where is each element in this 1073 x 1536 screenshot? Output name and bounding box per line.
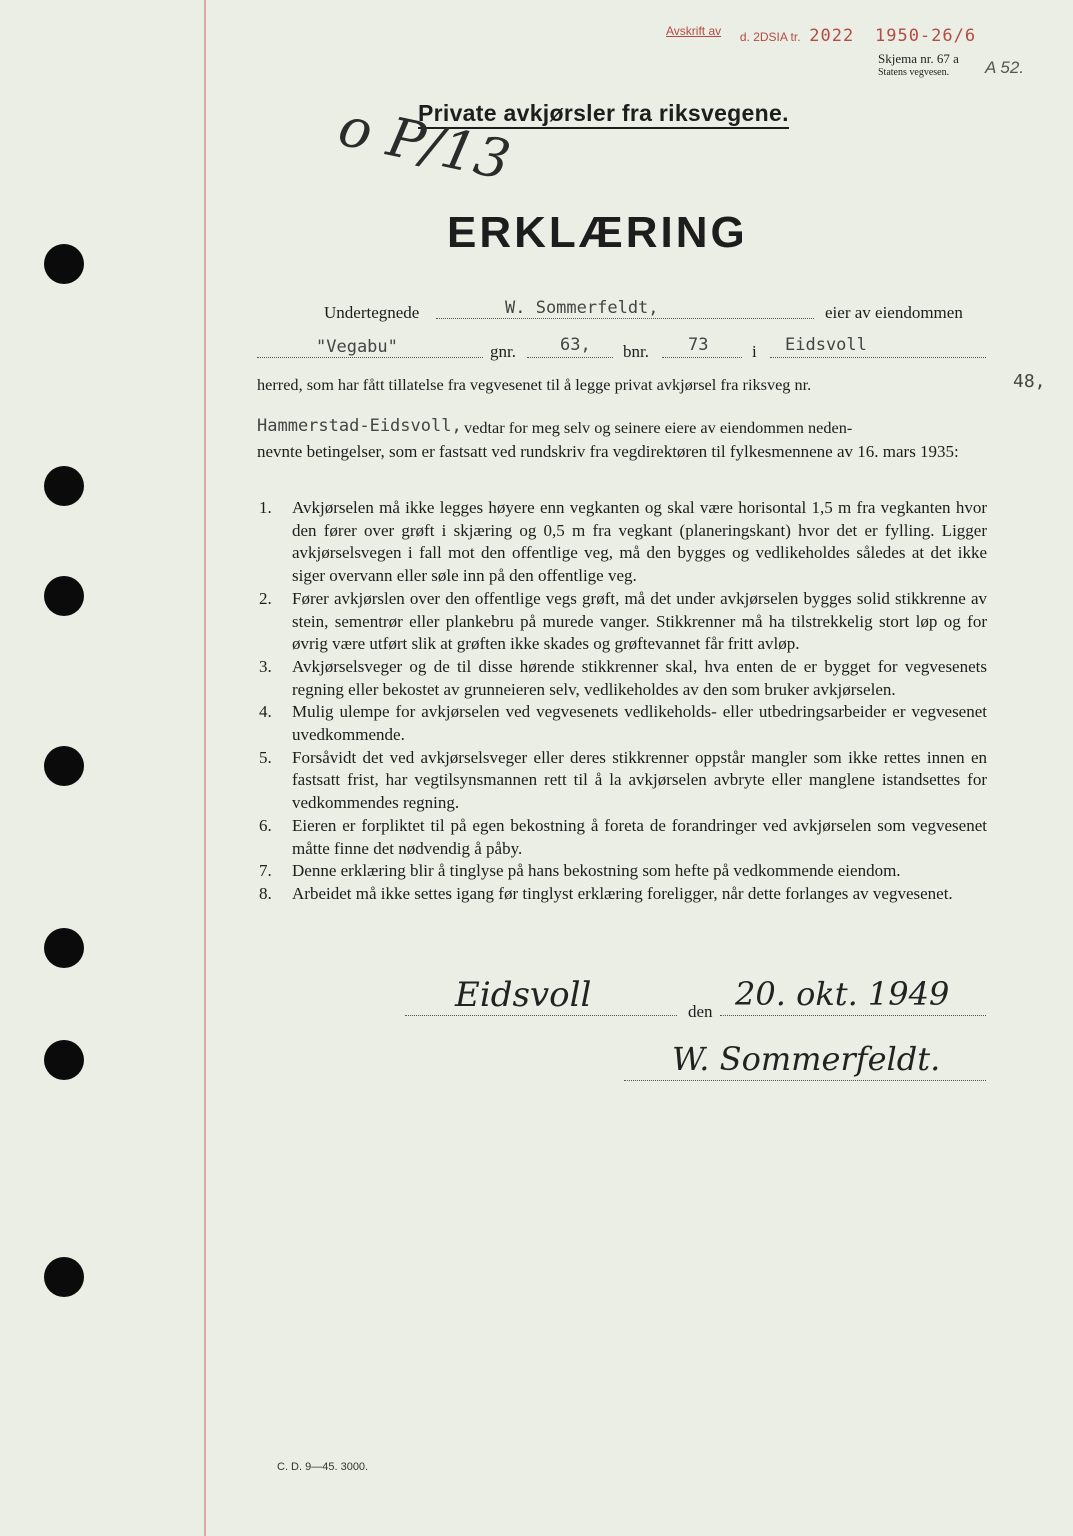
condition-item xyxy=(257,815,987,860)
stamp-date: 1950-26/6 xyxy=(874,26,977,46)
condition-number: 8. xyxy=(259,883,272,903)
fill-line xyxy=(770,357,986,358)
punch-hole xyxy=(44,576,84,616)
field-property: "Vegabu" xyxy=(316,337,398,357)
label-in: i xyxy=(752,342,757,361)
label-owner: eier av eiendommen xyxy=(825,303,963,322)
fill-line xyxy=(436,318,814,319)
fill-line xyxy=(527,357,613,358)
form-reference xyxy=(878,52,959,80)
punch-hole xyxy=(44,1040,84,1080)
field-name: W. Sommerfeldt, xyxy=(505,298,659,318)
date-line xyxy=(720,1015,986,1016)
condition-text: Arbeidet må ikke settes igang før tinglyst erklæring foreligger, når dette forlanges av vegvesenet. xyxy=(292,883,953,903)
condition-text: Avkjørselen må ikke legges høyere enn vegkanten og skal være horisontal 1,5 m fra vegkanten hvor den fører over grøft i skjæring og 0,5 m fra vegkant (planeringskant) hvor det er fylling. Ligger avkjørselsvegen i fall mot den offentlige veg, må den bygges og vedlikeholdes således at det ikke siger overvann eller søle inn på den offentlige veg. xyxy=(292,498,987,586)
punch-hole xyxy=(44,466,84,506)
punch-hole xyxy=(44,928,84,968)
conditions-list xyxy=(257,497,987,906)
pencil-note: A 52. xyxy=(985,58,1025,77)
stamp-number: 2022 xyxy=(809,26,855,46)
form-issuer: Statens vegvesen. xyxy=(878,67,950,78)
condition-item xyxy=(257,883,987,906)
label-undersigned: Undertegnede xyxy=(324,303,420,322)
fill-line xyxy=(257,357,483,358)
document-title: ERKLÆRING xyxy=(447,208,748,257)
label-gnr: gnr. xyxy=(490,342,516,361)
condition-text: Forsåvidt det ved avkjørselsveger eller deres stikkrenner oppstår mangler som ikke rettes innen en fastsatt frist, har vegtilsynsmannen rett til å la avkjørselen avbryte eller manglene istandsettes for vedkommendes regning. xyxy=(292,747,987,813)
punch-hole xyxy=(44,1257,84,1297)
fill-line xyxy=(662,357,742,358)
registry-stamp xyxy=(666,26,976,46)
condition-text: Denne erklæring blir å tinglyse på hans bekostning som hefte på vedkommende eiendom. xyxy=(292,861,901,881)
condition-number: 4. xyxy=(259,702,272,722)
condition-number: 6. xyxy=(259,815,272,835)
intro-line: herred, som har fått tillatelse fra vegvesenet til å legge privat avkjørsel fra riksveg nr. xyxy=(257,375,812,394)
field-municipality: Eidsvoll xyxy=(785,335,867,355)
label-bnr: bnr. xyxy=(623,342,649,361)
condition-number: 3. xyxy=(259,656,272,676)
field-road-name: Hammerstad-Eidsvoll, xyxy=(257,416,462,436)
stamp-label: Avskrift av xyxy=(666,24,722,38)
condition-item xyxy=(257,860,987,883)
handwritten-initials: o P/13 xyxy=(333,94,516,193)
punch-hole xyxy=(44,244,84,284)
condition-number: 7. xyxy=(259,861,272,881)
intro-rest: vedtar for meg selv og seinere eiere av eiendommen neden- xyxy=(464,418,853,437)
field-bnr: 73 xyxy=(688,335,709,355)
print-code: C. D. 9—45. 3000. xyxy=(277,1461,369,1473)
condition-item xyxy=(257,656,987,701)
condition-item xyxy=(257,701,987,746)
condition-item xyxy=(257,497,987,588)
condition-number: 2. xyxy=(259,588,272,608)
stamp-line: d. 2DSIA tr. xyxy=(739,30,801,44)
condition-item xyxy=(257,747,987,815)
condition-number: 1. xyxy=(259,498,272,517)
signature-date: 20. okt. 1949 xyxy=(735,975,950,1013)
margin-rule xyxy=(204,0,206,1536)
field-gnr: 63, xyxy=(560,335,591,355)
condition-number: 5. xyxy=(259,747,272,767)
form-number: Skjema nr. 67 a xyxy=(878,51,959,66)
intro-continuation: nevnte betingelser, som er fastsatt ved rundskriv fra vegdirektøren til fylkesmennene av 16. mars 1935: xyxy=(257,442,959,461)
handwritten-signature: W. Sommerfeldt. xyxy=(672,1040,941,1078)
place-line xyxy=(405,1015,677,1016)
field-road-number: 48, xyxy=(1013,371,1046,392)
signature-place: Eidsvoll xyxy=(455,975,592,1015)
signature-line xyxy=(624,1080,986,1081)
condition-item xyxy=(257,588,987,656)
condition-text: Eieren er forpliktet til på egen bekostning å foreta de forandringer ved avkjørselen som vegvesenet måtte finne det nødvendig å påby. xyxy=(292,815,987,858)
label-date: den xyxy=(688,1002,713,1021)
condition-text: Mulig ulempe for avkjørselen ved vegvesenets vedlikeholds- eller utbedringsarbeider er vegvesenet uvedkommende. xyxy=(292,702,987,745)
condition-text: Fører avkjørslen over den offentlige vegs grøft, må det under avkjørselen bygges solid stikkrenne av stein, sementrør eller plankebru på murede vanger. Stikkrenner må ha tilstrekkelig stort løp og for øvrig være utført slik at grøften ikke skades og grøftevannet får fritt avløp. xyxy=(292,588,987,654)
condition-text: Avkjørselsveger og de til disse hørende stikkrenner skal, hva enten de er bygget for vegvesenets regning eller bekostet av grunneieren selv, vedlikeholdes av den som bruker avkjørselen. xyxy=(292,656,987,699)
punch-hole xyxy=(44,746,84,786)
document-heading: Private avkjørsler fra riksvegene. xyxy=(418,100,789,129)
